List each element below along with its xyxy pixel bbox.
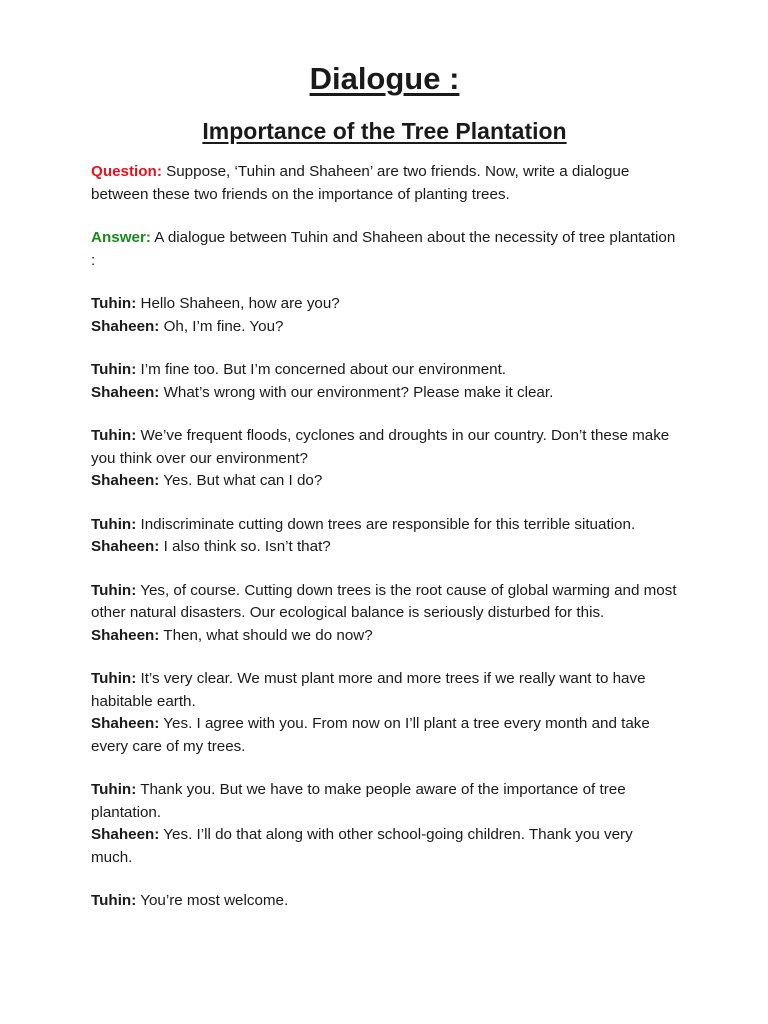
dialogue-text: Yes. I’ll do that along with other school-going children. Thank you very much. bbox=[91, 826, 633, 866]
question-paragraph bbox=[91, 161, 678, 206]
dialogue-text: Then, what should we do now? bbox=[159, 626, 373, 644]
answer-text: A dialogue between Tuhin and Shaheen about the necessity of tree plantation : bbox=[91, 229, 676, 269]
dialogue-line bbox=[91, 536, 678, 559]
dialogue-exchange-6 bbox=[91, 668, 678, 758]
dialogue-text: It’s very clear. We must plant more and more trees if we really want to have habitable earth. bbox=[91, 670, 646, 710]
document-subtitle: Importance of the Tree Plantation bbox=[202, 118, 567, 144]
dialogue-line bbox=[91, 359, 678, 382]
speaker-name: Shaheen: bbox=[91, 317, 160, 335]
dialogue-exchange-1 bbox=[91, 293, 678, 338]
dialogue-text: Yes. But what can I do? bbox=[159, 472, 323, 489]
dialogue-line bbox=[91, 316, 678, 339]
dialogue-line bbox=[91, 824, 678, 869]
document-title: Dialogue : bbox=[309, 61, 460, 96]
dialogue-line bbox=[91, 890, 678, 913]
dialogue-text: I’m fine too. But I’m concerned about our environment. bbox=[136, 361, 507, 378]
dialogue-line bbox=[91, 713, 678, 758]
dialogue-text: Yes, of course. Cutting down trees is the root cause of global warming and most other natural disasters. Our ecological balance is seriously disturbed for this. bbox=[91, 581, 677, 621]
dialogue-line bbox=[91, 514, 678, 537]
dialogue-line bbox=[91, 668, 678, 713]
dialogue-exchange-3 bbox=[91, 425, 678, 493]
dialogue-text: What’s wrong with our environment? Please make it clear. bbox=[159, 383, 554, 401]
dialogue-line bbox=[91, 625, 678, 648]
speaker-name: Tuhin: bbox=[91, 515, 137, 533]
dialogue-text: Yes. I agree with you. From now on I’ll plant a tree every month and take every care of my trees. bbox=[91, 715, 650, 755]
speaker-name: Tuhin: bbox=[91, 892, 137, 909]
dialogue-exchange-4 bbox=[91, 514, 678, 559]
speaker-name: Tuhin: bbox=[91, 581, 137, 599]
dialogue-line bbox=[91, 580, 678, 625]
dialogue-exchange-5 bbox=[91, 580, 678, 648]
speaker-name: Shaheen: bbox=[91, 472, 160, 489]
dialogue-text: We’ve frequent floods, cyclones and droughts in our country. Don’t these make you think over our environment? bbox=[91, 427, 670, 467]
dialogue-line bbox=[91, 293, 678, 316]
dialogue-text: Hello Shaheen, how are you? bbox=[136, 295, 340, 312]
speaker-name: Shaheen: bbox=[91, 826, 160, 843]
dialogue-text: Indiscriminate cutting down trees are responsible for this terrible situation. bbox=[136, 515, 636, 533]
speaker-name: Shaheen: bbox=[91, 626, 160, 644]
dialogue-exchange-8 bbox=[91, 890, 678, 913]
answer-label: Answer: bbox=[91, 229, 151, 246]
dialogue-line bbox=[91, 470, 678, 493]
speaker-name: Shaheen: bbox=[91, 383, 160, 401]
dialogue-line bbox=[91, 382, 678, 405]
dialogue-text: Oh, I’m fine. You? bbox=[159, 317, 284, 335]
answer-paragraph bbox=[91, 227, 678, 272]
dialogue-exchange-2 bbox=[91, 359, 678, 404]
dialogue-line bbox=[91, 779, 678, 824]
dialogue-exchange-7 bbox=[91, 779, 678, 869]
question-label: Question: bbox=[91, 163, 162, 180]
dialogue-text: Thank you. But we have to make people aware of the importance of tree plantation. bbox=[91, 781, 626, 821]
speaker-name: Tuhin: bbox=[91, 295, 137, 312]
speaker-name: Tuhin: bbox=[91, 781, 137, 798]
dialogue-text: You’re most welcome. bbox=[136, 892, 289, 909]
speaker-name: Shaheen: bbox=[91, 538, 160, 555]
question-text: Suppose, ‘Tuhin and Shaheen’ are two friends. Now, write a dialogue between these two friends on the importance of planting trees. bbox=[91, 163, 630, 203]
speaker-name: Tuhin: bbox=[91, 361, 137, 378]
speaker-name: Shaheen: bbox=[91, 715, 160, 732]
speaker-name: Tuhin: bbox=[91, 427, 137, 444]
dialogue-line bbox=[91, 425, 678, 470]
dialogue-text: I also think so. Isn’t that? bbox=[159, 538, 331, 555]
speaker-name: Tuhin: bbox=[91, 670, 137, 687]
